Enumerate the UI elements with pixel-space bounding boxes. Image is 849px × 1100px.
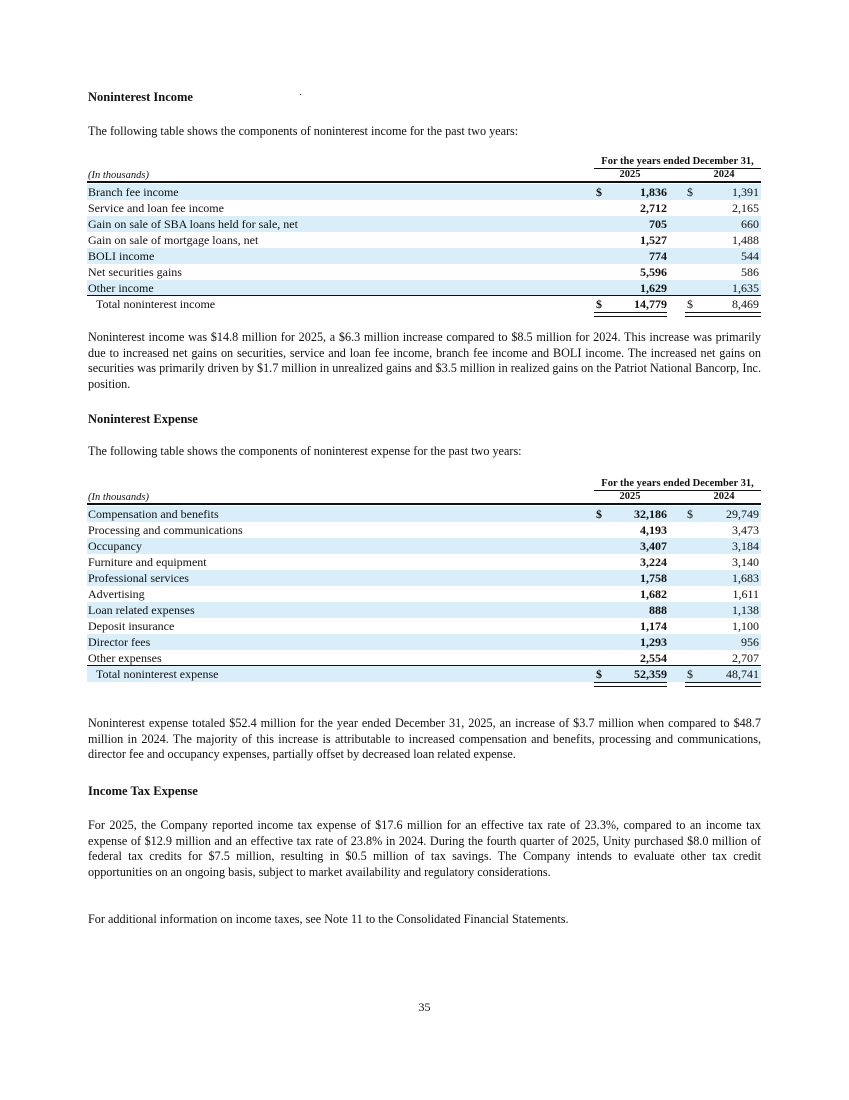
- value-2024: 3,140: [732, 555, 759, 569]
- row-label: Other expenses: [88, 651, 162, 665]
- row-label: Total noninterest expense: [96, 667, 219, 681]
- year-2024-header: 2024: [713, 169, 735, 180]
- table-row: [87, 554, 761, 570]
- unit-label: (In thousands): [88, 170, 149, 181]
- value-2025: 3,224: [640, 555, 667, 569]
- value-2024: 1,635: [732, 281, 759, 295]
- value-2024: 2,707: [732, 651, 759, 665]
- value-2025: 774: [649, 249, 667, 263]
- row-label: Branch fee income: [88, 185, 179, 199]
- value-2024: 544: [741, 249, 759, 263]
- noninterest-income-table: [87, 154, 761, 314]
- year-2024-header: 2024: [713, 491, 735, 502]
- value-2024: 1,391: [732, 185, 759, 199]
- dollar-sign-2024: $: [687, 667, 693, 681]
- value-2025: 2,712: [640, 201, 667, 215]
- subtotal-rule: [87, 295, 761, 296]
- table-row: [87, 200, 761, 216]
- table-row: [87, 570, 761, 586]
- total-double-rule-2025: [594, 682, 667, 687]
- row-label: Gain on sale of SBA loans held for sale, net: [88, 217, 298, 231]
- row-label: Furniture and equipment: [88, 555, 207, 569]
- value-2024: 2,165: [732, 201, 759, 215]
- income-tax-heading: Income Tax Expense: [88, 784, 198, 798]
- noninterest-income-heading: Noninterest Income: [88, 90, 193, 104]
- dollar-sign-2025: $: [596, 297, 602, 311]
- row-label: Compensation and benefits: [88, 507, 219, 521]
- table-row: [87, 538, 761, 554]
- noninterest-income-intro: The following table shows the components of noninterest income for the past two years:: [88, 124, 519, 138]
- dollar-sign-2024: $: [687, 507, 693, 521]
- noninterest-expense-intro: The following table shows the components of noninterest expense for the past two years:: [88, 444, 522, 458]
- table-row: [87, 184, 761, 200]
- subtotal-rule: [87, 665, 761, 666]
- row-label: BOLI income: [88, 249, 155, 263]
- total-double-rule-2024: [685, 312, 761, 317]
- income-tax-paragraph-1: For 2025, the Company reported income tax expense of $17.6 million for an effective tax rate of 23.3%, compared to an income tax expense of $12.9 million and an effective tax rate of 23.8% in 2024. During the fourth quarter of 2025, Unity purchased $8.0 million of federal tax credits for $7.5 million, resulting in $0.5 million of tax savings. The Company intends to evaluate other tax credit opportunities on an ongoing basis, subject to market availability and regulatory considerations.: [88, 818, 761, 879]
- total-double-rule-2024: [685, 682, 761, 687]
- value-2024: 1,611: [732, 587, 759, 601]
- value-2024: 586: [741, 265, 759, 279]
- value-2024: 3,473: [732, 523, 759, 537]
- value-2025: 1,682: [640, 587, 667, 601]
- row-label: Director fees: [88, 635, 151, 649]
- year-2025-header: 2025: [619, 491, 641, 502]
- row-label: Occupancy: [88, 539, 142, 553]
- value-2025: 1,174: [640, 619, 667, 633]
- value-2025: 52,359: [634, 667, 667, 681]
- value-2024: 29,749: [726, 507, 759, 521]
- unit-label: (In thousands): [88, 492, 149, 503]
- total-row: [87, 666, 761, 682]
- page-number: 35: [418, 1000, 431, 1014]
- noninterest-expense-table: [87, 476, 761, 686]
- value-2024: 956: [741, 635, 759, 649]
- row-label: Gain on sale of mortgage loans, net: [88, 233, 259, 247]
- stray-mark: [300, 94, 301, 95]
- value-2025: 1,758: [640, 571, 667, 585]
- value-2025: 1,527: [640, 233, 667, 247]
- value-2025: 3,407: [640, 539, 667, 553]
- row-label: Deposit insurance: [88, 619, 175, 633]
- row-label: Other income: [88, 281, 154, 295]
- table-row: [87, 264, 761, 280]
- table-row: [87, 506, 761, 522]
- table-row: [87, 634, 761, 650]
- value-2024: 8,469: [732, 297, 759, 311]
- row-label: Processing and communications: [88, 523, 243, 537]
- value-2025: 705: [649, 217, 667, 231]
- row-label: Total noninterest income: [96, 297, 216, 311]
- value-2025: 1,293: [640, 635, 667, 649]
- value-2025: 5,596: [640, 265, 667, 279]
- dollar-sign-2024: $: [687, 297, 693, 311]
- value-2025: 1,836: [640, 185, 667, 199]
- dollar-sign-2025: $: [596, 667, 602, 681]
- header-rule: [87, 503, 761, 505]
- table-row: [87, 650, 761, 666]
- dollar-sign-2025: $: [596, 507, 602, 521]
- table-row: [87, 618, 761, 634]
- value-2024: 1,100: [732, 619, 759, 633]
- total-row: [87, 296, 761, 312]
- value-2024: 3,184: [732, 539, 759, 553]
- value-2025: 14,779: [634, 297, 667, 311]
- value-2024: 660: [741, 217, 759, 231]
- row-label: Professional services: [88, 571, 189, 585]
- value-2024: 1,683: [732, 571, 759, 585]
- noninterest-expense-paragraph: Noninterest expense totaled $52.4 million for the year ended December 31, 2025, an increase of $3.7 million when compared to $48.7 million in 2024. The majority of this increase is attributable to increased compensation and benefits, processing and communications, director fee and occupancy expenses, partially offset by decreased loan related expense.: [88, 716, 761, 762]
- value-2024: 48,741: [726, 667, 759, 681]
- value-2024: 1,138: [732, 603, 759, 617]
- noninterest-expense-heading: Noninterest Expense: [88, 412, 198, 426]
- dollar-sign-2025: $: [596, 185, 602, 199]
- value-2024: 1,488: [732, 233, 759, 247]
- value-2025: 1,629: [640, 281, 667, 295]
- row-label: Net securities gains: [88, 265, 182, 279]
- header-rule: [87, 181, 761, 183]
- dollar-sign-2024: $: [687, 185, 693, 199]
- row-label: Loan related expenses: [88, 603, 195, 617]
- year-2025-header: 2025: [619, 169, 641, 180]
- value-2025: 4,193: [640, 523, 667, 537]
- table-row: [87, 586, 761, 602]
- row-label: Service and loan fee income: [88, 201, 224, 215]
- value-2025: 32,186: [634, 507, 667, 521]
- table-row: [87, 232, 761, 248]
- period-header: For the years ended December 31,: [594, 155, 761, 169]
- period-header: For the years ended December 31,: [594, 477, 761, 491]
- value-2025: 888: [649, 603, 667, 617]
- total-double-rule-2025: [594, 312, 667, 317]
- table-row: [87, 216, 761, 232]
- value-2025: 2,554: [640, 651, 667, 665]
- table-row: [87, 280, 761, 296]
- income-tax-paragraph-2: For additional information on income taxes, see Note 11 to the Consolidated Financial Statements.: [88, 912, 569, 926]
- noninterest-income-paragraph: Noninterest income was $14.8 million for 2025, a $6.3 million increase compared to $8.5 million for 2024. This increase was primarily due to increased net gains on securities, service and loan fee income, branch fee income and BOLI income. The increased net gains on securities was primarily driven by $1.7 million in unrealized gains and $3.5 million in realized gains on the Patriot National Bancorp, Inc. position.: [88, 330, 761, 391]
- row-label: Advertising: [88, 587, 145, 601]
- table-row: [87, 602, 761, 618]
- table-row: [87, 522, 761, 538]
- table-row: [87, 248, 761, 264]
